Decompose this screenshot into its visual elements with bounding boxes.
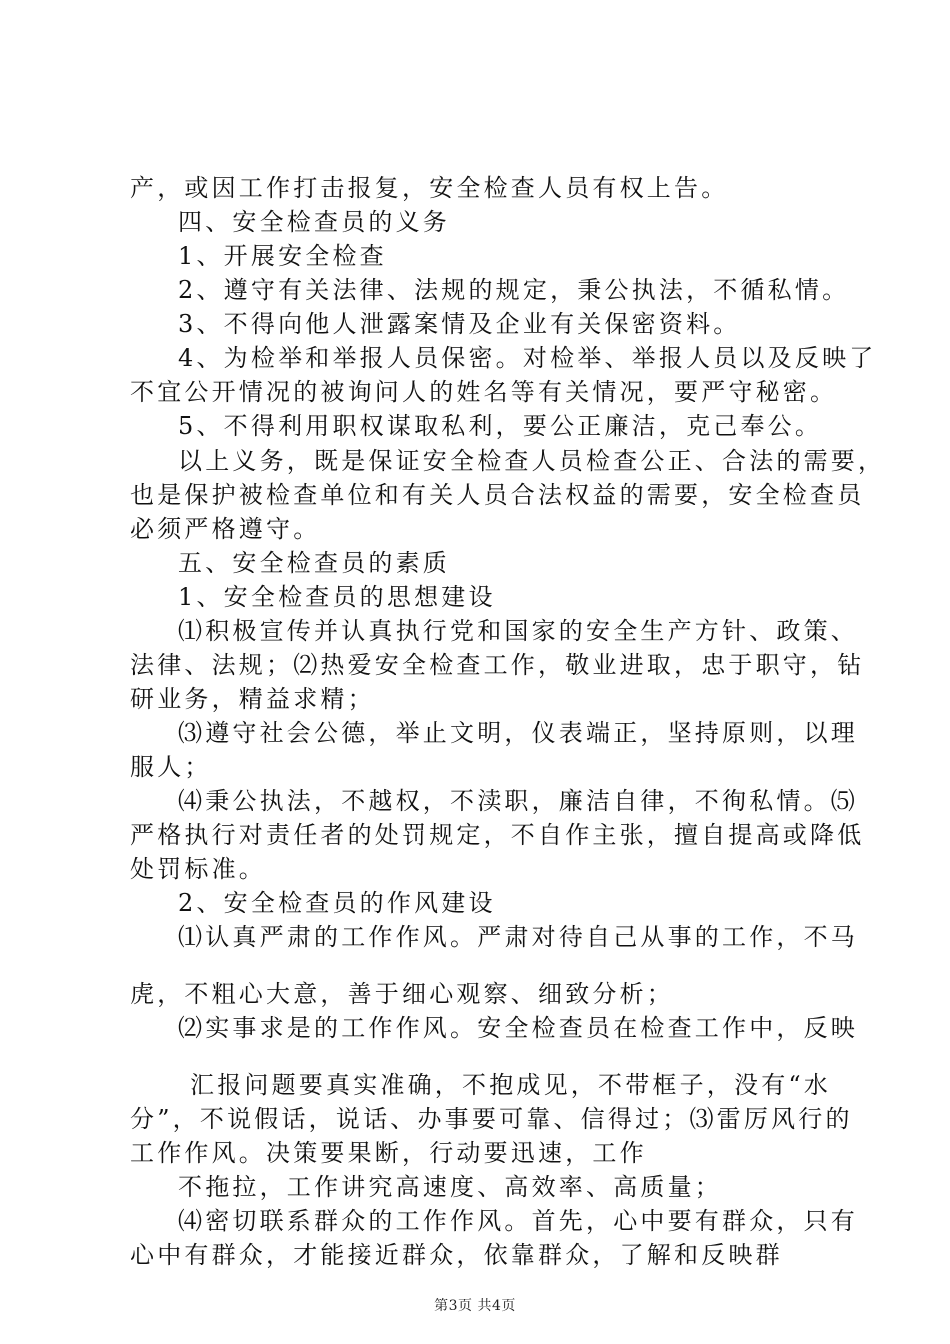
text-line: 分”，不说假话，说话、办事要可靠、信得过；⑶雷厉风行的 bbox=[130, 1105, 853, 1133]
list-item: 3、不得向他人泄露案情及企业有关保密资料。 bbox=[178, 310, 741, 338]
text-line: 服人； bbox=[130, 753, 212, 781]
list-item: ⑴认真严肃的工作作风。严肃对待自己从事的工作，不马 bbox=[178, 923, 858, 951]
list-item: 2、遵守有关法律、法规的规定，秉公执法，不循私情。 bbox=[178, 276, 850, 304]
list-item: ⑶遵守社会公德，举止文明，仪表端正，坚持原则，以理 bbox=[178, 719, 858, 747]
text-line: 不拖拉，工作讲究高速度、高效率、高质量； bbox=[178, 1173, 722, 1201]
subsection-heading: 1、安全检查员的思想建设 bbox=[178, 583, 496, 611]
text-line: 法律、法规；⑵热爱安全检查工作，敬业进取，忠于职守，钻 bbox=[130, 651, 865, 679]
text-line: 汇报问题要真实准确，不抱成见，不带框子，没有“水 bbox=[190, 1071, 832, 1099]
section-heading: 五、安全检查员的素质 bbox=[178, 549, 450, 577]
text-line: 处罚标准。 bbox=[130, 855, 266, 883]
list-item: 1、开展安全检查 bbox=[178, 242, 387, 270]
text-line: 工作作风。决策要果断，行动要迅速，工作 bbox=[130, 1139, 647, 1167]
text-line: 研业务，精益求精； bbox=[130, 685, 375, 713]
subsection-heading: 2、安全检查员的作风建设 bbox=[178, 889, 496, 917]
list-item: 4、为检举和举报人员保密。对检举、举报人员以及反映了 bbox=[178, 344, 877, 372]
paragraph-line: 以上义务，既是保证安全检查人员检查公正、合法的需要， bbox=[178, 447, 886, 475]
list-item: 5、不得利用职权谋取私利，要公正廉洁，克己奉公。 bbox=[178, 412, 823, 440]
list-item: ⑷秉公执法，不越权，不渎职，廉洁自律，不徇私情。⑸ bbox=[178, 787, 858, 815]
text-line: 不宜公开情况的被询问人的姓名等有关情况，要严守秘密。 bbox=[130, 378, 838, 406]
text-line: 也是保护被检查单位和有关人员合法权益的需要，安全检查员 bbox=[130, 481, 865, 509]
list-item: ⑵实事求是的工作作风。安全检查员在检查工作中，反映 bbox=[178, 1014, 858, 1042]
section-heading: 四、安全检查员的义务 bbox=[178, 208, 450, 236]
text-line: 必须严格遵守。 bbox=[130, 515, 321, 543]
text-line: 心中有群众，才能接近群众，依靠群众，了解和反映群 bbox=[130, 1241, 783, 1269]
list-item: ⑴积极宣传并认真执行党和国家的安全生产方针、政策、 bbox=[178, 617, 858, 645]
page-number: 第3页 共4页 bbox=[434, 1298, 516, 1314]
text-line: 产，或因工作打击报复，安全检查人员有权上告。 bbox=[130, 174, 729, 202]
text-line: 虎，不粗心大意，善于细心观察、细致分析； bbox=[130, 980, 674, 1008]
list-item: ⑷密切联系群众的工作作风。首先，心中要有群众，只有 bbox=[178, 1207, 858, 1235]
text-line: 严格执行对责任者的处罚规定，不自作主张，擅自提高或降低 bbox=[130, 821, 865, 849]
